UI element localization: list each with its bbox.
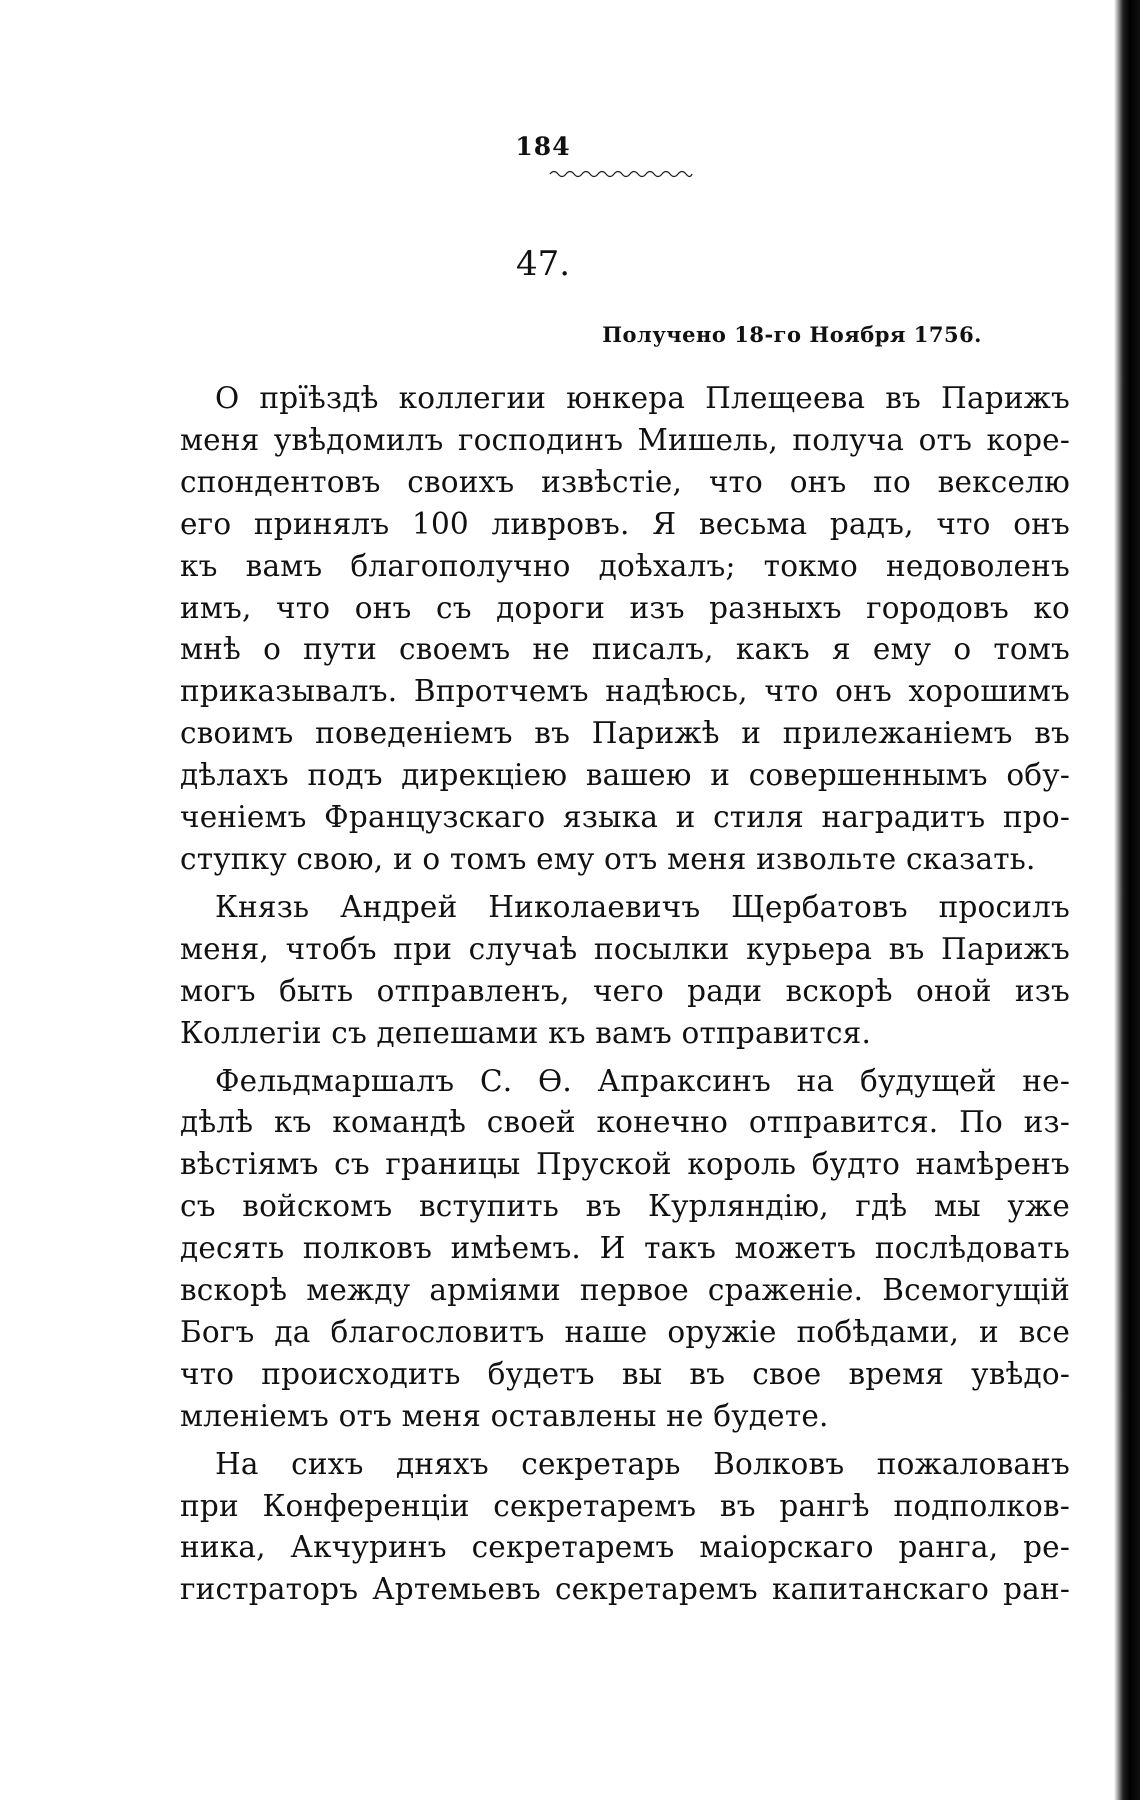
text-line: своимъ поведеніемъ въ Парижѣ и прилежаніемъ въ xyxy=(180,716,1070,751)
text-line: десять полковъ имѣемъ. И такъ можетъ послѣдовать xyxy=(180,1231,1070,1266)
text-line: меня, чтобъ при случаѣ посылки курьера въ Парижъ xyxy=(180,931,1070,966)
text-line: дѣлахъ подъ дирекціею вашею и совершеннымъ обу- xyxy=(180,758,1070,793)
text-line: имъ, что онъ съ дороги изъ разныхъ городовъ ко xyxy=(180,590,1070,625)
text-line: къ вамъ благополучно доѣхалъ; токмо недоволенъ xyxy=(180,548,1070,583)
text-line: гистраторъ Артемьевъ секретаремъ капитанскаго ран- xyxy=(180,1572,1070,1607)
text-line: ника, Акчуринъ секретаремъ маіорскаго ранга, ре- xyxy=(180,1530,1070,1565)
page-edge-shadow xyxy=(1114,0,1140,1800)
text-line: могъ быть отправленъ, чего ради вскорѣ оной изъ xyxy=(180,973,1070,1008)
text-line: ченіемъ Французскаго языка и стиля наградитъ про- xyxy=(180,800,1070,835)
text-line: его принялъ 100 ливровъ. Я весьма радъ, что онъ xyxy=(180,506,1070,541)
letter-body xyxy=(180,378,1070,1611)
page-number: 184 xyxy=(515,132,571,161)
text-line: Князь Андрей Николаевичъ Щербатовъ просилъ xyxy=(215,889,1070,924)
text-line: спондентовъ своихъ извѣстіе, что онъ по векселю xyxy=(180,464,1070,499)
text-line: Коллегіи съ депешами къ вамъ отправится. xyxy=(180,1015,872,1050)
text-line: ступку свою, и о томъ ему отъ меня извольте сказать. xyxy=(180,841,1036,876)
text-line: мнѣ о пути своемъ не писалъ, какъ я ему о томъ xyxy=(180,632,1070,667)
text-line: меня увѣдомилъ господинъ Мишель, получа отъ коре- xyxy=(180,422,1070,457)
text-line: приказывалъ. Впротчемъ надѣюсь, что онъ хорошимъ xyxy=(180,674,1070,709)
text-line: На сихъ дняхъ секретарь Волковъ пожалованъ xyxy=(215,1446,1070,1481)
received-date-note: Получено 18-го Ноября 1756. xyxy=(602,322,982,347)
text-line: О прїѣздѣ коллегии юнкера Плещеева въ Парижъ xyxy=(215,381,1070,415)
wavy-rule-ornament xyxy=(548,168,694,180)
document-number: 47. xyxy=(515,244,571,284)
text-line: при Конференціи секретаремъ въ рангѣ подполков- xyxy=(180,1488,1070,1523)
text-line: Богъ да благословитъ наше оружіе побѣдами, и все xyxy=(180,1314,1070,1349)
text-line: съ войскомъ вступить въ Курляндію, гдѣ мы уже xyxy=(180,1189,1070,1224)
text-line: Фельдмаршалъ С. Ѳ. Апраксинъ на будущей не- xyxy=(215,1063,1070,1098)
text-line: вскорѣ между арміями первое сраженіе. Всемогущій xyxy=(180,1273,1070,1308)
text-line: что происходить будетъ вы въ свое время увѣдо- xyxy=(180,1356,1070,1391)
text-line: дѣлѣ къ командѣ своей конечно отправится. По из- xyxy=(180,1105,1070,1140)
text-line: вѣстіямъ съ границы Пруской король будто намѣренъ xyxy=(180,1147,1070,1182)
text-line: мленіемъ отъ меня оставлены не будете. xyxy=(180,1398,829,1433)
